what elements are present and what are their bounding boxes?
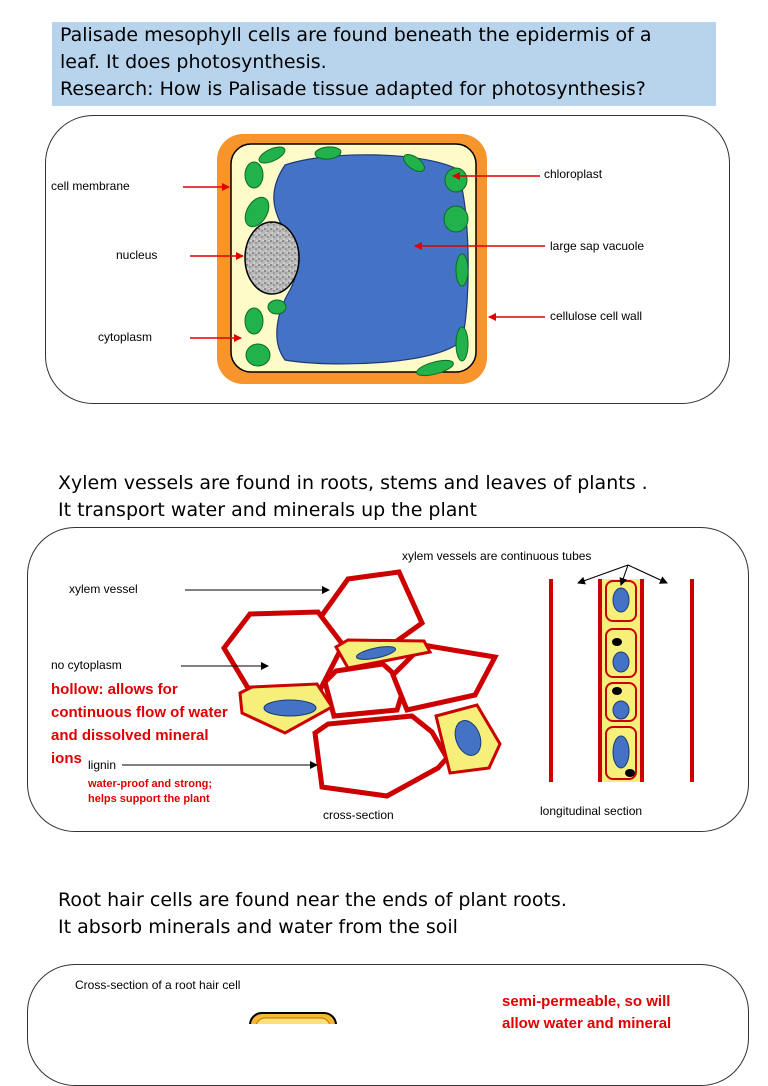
note-hollow-line-3: and dissolved mineral [51, 727, 209, 744]
label-sap-vacuole: large sap vacuole [550, 239, 645, 253]
label-no-cytoplasm: no cytoplasm [51, 658, 122, 672]
label-xylem-vessel: xylem vessel [69, 582, 138, 596]
note-hollow-line-2: continuous flow of water [51, 704, 228, 721]
palisade-cell [183, 134, 545, 384]
xylem-heading-line-1: Xylem vessels are found in roots, stems and leaves of plants . [58, 472, 648, 494]
nucleus [245, 222, 299, 294]
palisade-heading-line-2: leaf. It does photosynthesis. [60, 51, 327, 73]
label-longitudinal-section: longitudinal section [540, 804, 643, 818]
label-cell-wall: cellulose cell wall [550, 309, 643, 323]
note-hollow-line-4: ions [51, 750, 82, 767]
xylem-vessel-cell [224, 612, 343, 690]
note-semi-permeable-line-1: semi-permeable, so will [502, 993, 671, 1010]
root-hair-heading-line-2: It absorb minerals and water from the soil [58, 916, 458, 938]
label-cross-section: cross-section [323, 808, 394, 822]
note-hollow-line-1: hollow: allows for [51, 681, 178, 698]
label-root-hair-caption: Cross-section of a root hair cell [75, 978, 241, 992]
note-semi-permeable-line-2: allow water and mineral [502, 1015, 672, 1032]
label-chloroplast: chloroplast [544, 167, 603, 181]
xylem-vessel-cell [315, 716, 447, 796]
palisade-heading-line-1: Palisade mesophyll cells are found beneath the epidermis of a [60, 24, 652, 46]
xylem-longitudinal [551, 565, 692, 782]
note-lignin-line-1: water-proof and strong; [88, 778, 213, 790]
note-lignin [88, 777, 212, 807]
sap-vacuole [274, 155, 468, 364]
label-continuous-tubes: xylem vessels are continuous tubes [402, 549, 592, 563]
label-cell-membrane: cell membrane [51, 179, 130, 193]
note-hollow [51, 678, 228, 770]
xylem-heading-line-2: It transport water and minerals up the plant [58, 499, 477, 521]
label-nucleus: nucleus [116, 248, 158, 262]
root-hair-heading-line-1: Root hair cells are found near the ends of plant roots. [58, 889, 567, 911]
note-lignin-line-2: helps support the plant [88, 793, 210, 805]
note-semi-permeable [502, 991, 671, 1035]
root-hair-cell [250, 1013, 336, 1024]
label-lignin: lignin [88, 758, 117, 772]
label-cytoplasm: cytoplasm [98, 330, 153, 344]
palisade-heading-line-3: Research: How is Palisade tissue adapted for photosynthesis? [60, 78, 646, 100]
